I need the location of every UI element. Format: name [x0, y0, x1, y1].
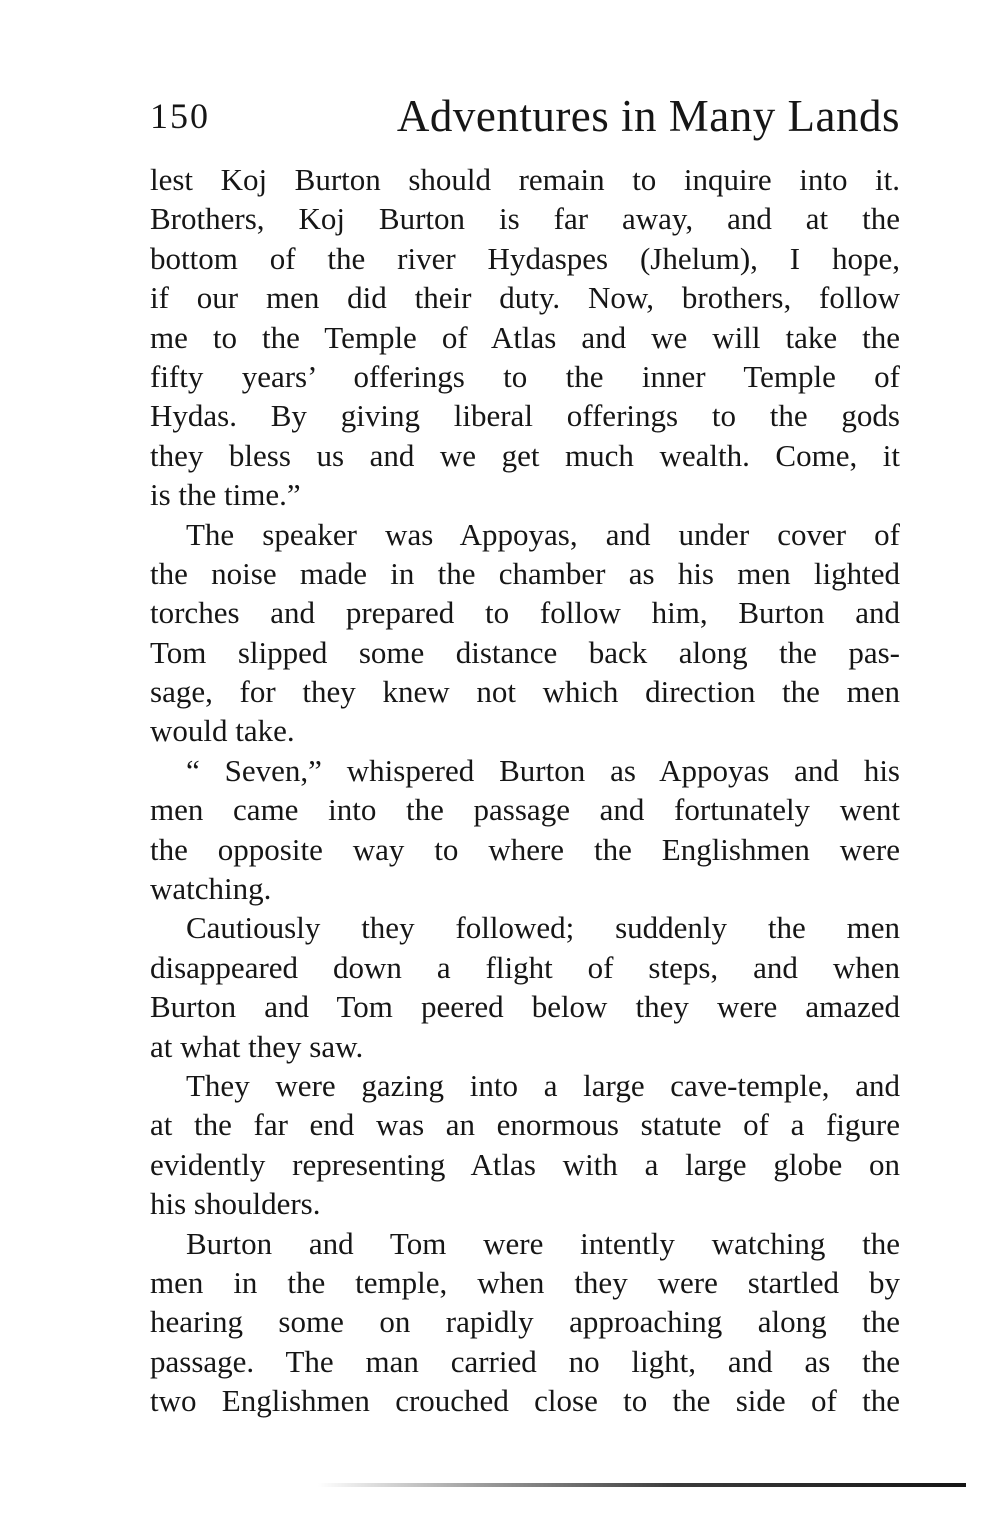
text-line: me to the Temple of Atlas and we will take the: [150, 319, 900, 355]
text-line: disappeared down a flight of steps, and when: [150, 949, 900, 985]
text-line: Brothers, Koj Burton is far away, and at the: [150, 201, 900, 237]
body-text: [150, 160, 900, 1421]
text-line: men in the temple, when they were startled by: [150, 1264, 900, 1300]
text-line: evidently representing Atlas with a large globe on: [150, 1146, 900, 1182]
text-line: Burton and Tom peered below they were amazed: [150, 989, 900, 1025]
book-page: [150, 80, 900, 1421]
text-line: torches and prepared to follow him, Burton and: [150, 595, 900, 631]
paragraph-start-line: Burton and Tom were intently watching the: [186, 1225, 900, 1261]
paragraph-start-line: Cautiously they followed; suddenly the men: [186, 910, 900, 946]
text-line: at the far end was an enormous statute of a figure: [150, 1107, 900, 1143]
paragraph-start-line: They were gazing into a large cave-temple, and: [186, 1067, 900, 1103]
text-line: lest Koj Burton should remain to inquire into it.: [150, 162, 900, 197]
text-line: men came into the passage and fortunately went: [150, 792, 900, 828]
text-line: two Englishmen crouched close to the side of the: [150, 1383, 900, 1419]
running-head: [150, 80, 900, 152]
text-line: fifty years’ offerings to the inner Temple of: [150, 358, 900, 394]
text-line: if our men did their duty. Now, brothers, follow: [150, 280, 900, 316]
text-line: they bless us and we get much wealth. Come, it: [150, 437, 900, 473]
paragraph-end-line: at what they saw.: [150, 1028, 364, 1064]
text-line: bottom of the river Hydaspes (Jhelum), I hope,: [150, 240, 900, 276]
text-line: hearing some on rapidly approaching along the: [150, 1304, 900, 1340]
text-line: sage, for they knew not which direction the men: [150, 674, 900, 710]
text-line: passage. The man carried no light, and as the: [150, 1343, 900, 1379]
text-line: Hydas. By giving liberal offerings to the gods: [150, 398, 900, 434]
book-title: Adventures in Many Lands: [396, 91, 900, 141]
paragraph-start-line: “ Seven,” whispered Burton as Appoyas and his: [186, 752, 900, 788]
paragraph-end-line: his shoulders.: [150, 1186, 321, 1222]
page-number: 150: [150, 96, 210, 136]
text-line: the noise made in the chamber as his men lighted: [150, 555, 900, 591]
paragraph-end-line: would take.: [150, 713, 295, 749]
paragraph-end-line: watching.: [150, 871, 272, 907]
text-line: Tom slipped some distance back along the pas-: [150, 634, 900, 670]
text-line: the opposite way to where the Englishmen were: [150, 831, 900, 867]
paragraph-end-line: is the time.”: [150, 477, 301, 513]
paragraph-start-line: The speaker was Appoyas, and under cover of: [186, 516, 900, 552]
bottom-rule: [318, 1483, 966, 1487]
